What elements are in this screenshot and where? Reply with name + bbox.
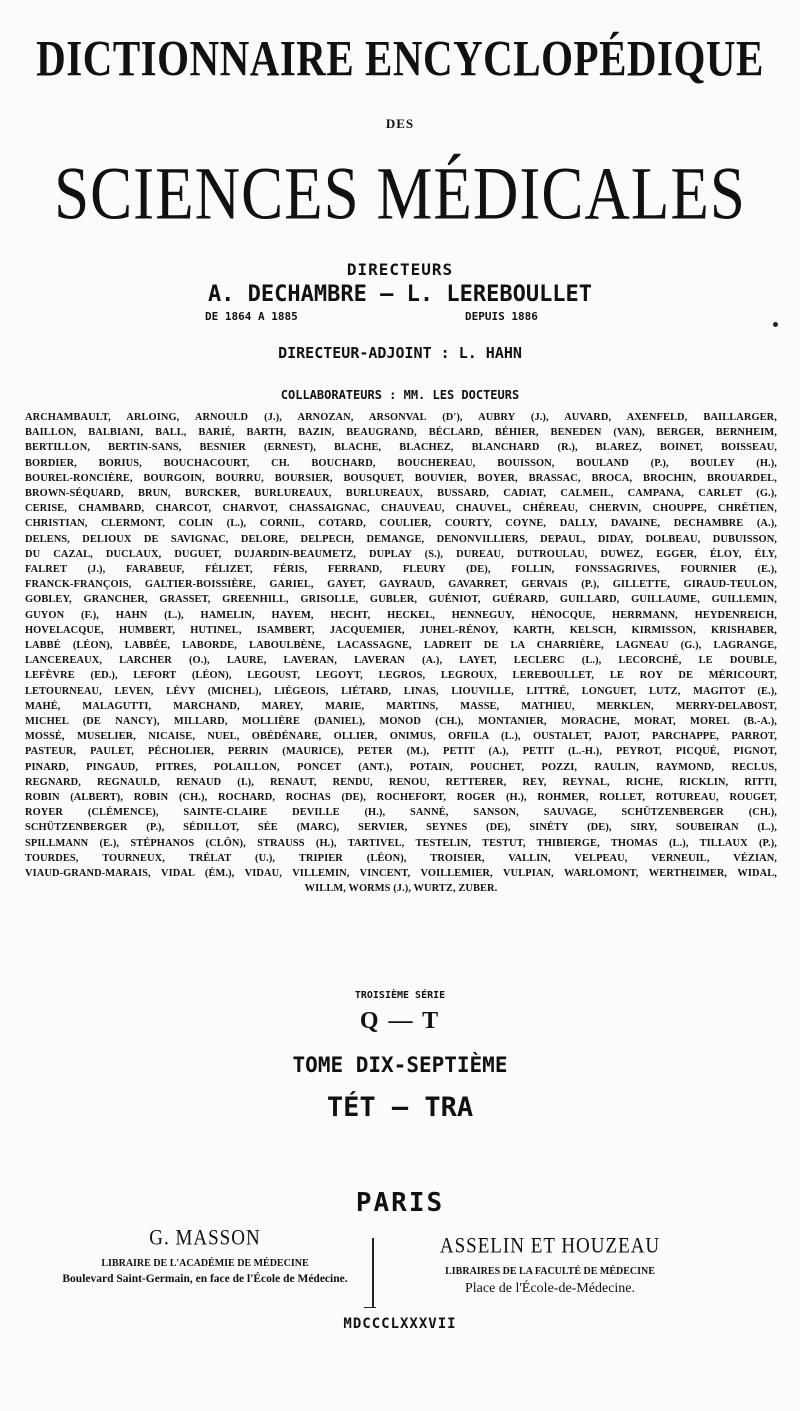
collaborator-line: BERTILLON, BERTIN-SANS, BESNIER (ERNEST), BLACHE, BLACHEZ, BLANCHARD (R.), BLAREZ, BOINET, BOISSEAU, <box>25 442 777 454</box>
collaborator-line: MOSSÉ, MUSELIER, NICAISE, NUEL, OBÉDÉNARE, OLLIER, ONIMUS, ORFILA (L.), OUSTALET, PAJOT, PARCHAPPE, PARROT, <box>25 731 777 743</box>
collaborator-line: SPILLMANN (E.), STÉPHANOS (CLÔN), STRAUSS (H.), TARTIVEL, TESTELIN, TESTUT, THIBIERGE, THOMAS (L.), TILLAUX (P.), <box>25 837 777 849</box>
collaborator-line: FRANCK-FRANÇOIS, GALTIER-BOISSIÈRE, GARIEL, GAYET, GAYRAUD, GAVARRET, GERVAIS (P.), GILLETTE, GIRAUD-TEULON, <box>25 579 777 591</box>
director-date-right: DEPUIS 1886 <box>465 310 538 323</box>
collaborator-line: BAILLON, BALBIANI, BALL, BARIÉ, BARTH, BAZIN, BEAUGRAND, BÉCLARD, BÉHIER, BENEDEN (VAN), BERGER, BERNHEIM, <box>25 427 777 439</box>
publisher-left-title: LIBRAIRE DE L'ACADÉMIE DE MÉDECINE <box>101 1258 309 1269</box>
collaborator-line: GOBLEY, GRANCHER, GRASSET, GREENHILL, GRISOLLE, GUBLER, GUÉNIOT, GUÉRARD, GUILLARD, GUILLAUME, GUILLEMIN, <box>25 594 777 606</box>
publisher-left <box>55 1228 355 1285</box>
collaborator-line: ARCHAMBAULT, ARLOING, ARNOULD (J.), ARNOZAN, ARSONVAL (D'), AUBRY (J.), AUVARD, AXENFELD, BAILLARGER, <box>25 412 777 423</box>
publisher-right-title: LIBRAIRES DE LA FACULTÉ DE MÉDECINE <box>445 1266 655 1277</box>
collaborator-line: REGNARD, REGNAULD, RENAUD (I.), RENAUT, RENDU, RENOU, RETTERER, REY, REYNAL, RICHE, RICKLIN, RITTI, <box>25 776 777 788</box>
volume-label: TOME DIX-SEPTIÈME <box>292 1053 508 1077</box>
title-connector: DES <box>385 116 415 131</box>
imprint-city: PARIS <box>355 1188 445 1218</box>
publisher-left-address: Boulevard Saint-Germain, en face de l'École de Médecine. <box>62 1273 348 1285</box>
collaborator-line: ROBIN (ALBERT), ROBIN (CH.), ROCHARD, ROCHAS (DE), ROCHEFORT, ROGER (H.), ROHMER, ROLLET, ROTUREAU, ROUGET, <box>25 792 777 804</box>
deputy-director: DIRECTEUR-ADJOINT : L. HAHN <box>278 344 522 362</box>
collaborator-line: MICHEL (DE NANCY), MILLARD, MOLLIÈRE (DANIEL), MONOD (CH.), MONTANIER, MORACHE, MORAT, MOREL (B.-A.), <box>25 716 777 728</box>
volume-range: TÉT — TRA <box>326 1092 474 1123</box>
dictionary-title: DICTIONNAIRE ENCYCLOPÉDIQUE <box>36 29 764 87</box>
publisher-right <box>400 1236 700 1297</box>
collaborator-line: ROYER (CLÉMENCE), SAINTE-CLAIRE DEVILLE (H.), SANNÉ, SANSON, SAUVAGE, SCHÜTZENBERGER (CH.), <box>25 807 777 819</box>
collaborators-list <box>25 410 777 897</box>
publication-year: MDCCCLXXXVII <box>343 1316 457 1332</box>
collaborator-line: MAHÉ, MALAGUTTI, MARCHAND, MAREY, MARIE, MARTINS, MASSE, MATHIEU, MERKLEN, MERRY-DELABOST, <box>25 700 777 712</box>
collaborator-line: LEFÈVRE (ED.), LEFORT (LÉON), LEGOUST, LEGOYT, LEGROS, LEGROUX, LEREBOULLET, LE ROY DE MÉRICOURT, <box>25 670 777 682</box>
collaborator-line: BORDIER, BORIUS, BOUCHACOURT, CH. BOUCHARD, BOUCHEREAU, BOUISSON, BOULAND (P.), BOULEY (H.), <box>25 457 777 469</box>
publisher-left-name: G. MASSON <box>149 1226 261 1251</box>
publisher-divider <box>372 1238 374 1308</box>
collaborator-line: BROWN-SÉQUARD, BRUN, BURCKER, BURLUREAUX, BURLUREAUX, BUSSARD, CADIAT, CALMEIL, CAMPANA, CARLET (G.), <box>25 488 777 500</box>
directors-names: A. DECHAMBRE — L. LEREBOULLET <box>207 282 593 307</box>
collaborators-label: COLLABORATEURS : MM. LES DOCTEURS <box>280 388 520 402</box>
publisher-divider-foot <box>364 1307 376 1308</box>
collaborator-line: BOUREL-RONCIÈRE, BOURGOIN, BOURRU, BOURSIER, BOUSQUET, BOUVIER, BOYER, BRASSAC, BROCA, BROCHIN, BROUARDEL, <box>25 472 777 484</box>
director-dates <box>0 310 800 328</box>
collaborator-line: TOURDES, TOURNEUX, TRÉLAT (U.), TRIPIER (LÉON), TROISIER, VALLIN, VELPEAU, VERNEUIL, VÉZIAN, <box>25 852 777 864</box>
collaborator-line: FALRET (J.), FARABEUF, FÉLIZET, FÉRIS, FERRAND, FLEURY (DE), FOLLIN, FONSSAGRIVES, FOURNIER (E.), <box>25 564 777 576</box>
print-speck <box>773 322 778 327</box>
directors-label: DIRECTEURS <box>346 260 454 279</box>
collaborator-line: DELENS, DELIOUX DE SAVIGNAC, DELORE, DELPECH, DEMANGE, DENONVILLIERS, DEPAUL, DIDAY, DOLBEAU, DUBUISSON, <box>25 533 777 545</box>
collaborator-line: PASTEUR, PAULET, PÉCHOLIER, PERRIN (MAURICE), PETER (M.), PETIT (A.), PETIT (L.-H.), PEYROT, PICQUÉ, PIGNOT, <box>25 746 777 758</box>
series-label: TROISIÈME SÉRIE <box>354 990 446 1001</box>
collaborator-line: HOVELACQUE, HUMBERT, HUTINEL, ISAMBERT, JACQUEMIER, JUHEL-RÉNOY, KARTH, KELSCH, KIRMISSON, KRISHABER, <box>25 624 777 636</box>
publisher-right-address: Place de l'École-de-Médecine. <box>464 1281 636 1296</box>
collaborator-line: CHRISTIAN, CLERMONT, COLIN (L.), CORNIL, COTARD, COULIER, COURTY, COYNE, DALLY, DAVAINE, DECHAMBRE (A.), <box>25 518 777 530</box>
collaborator-line: WILLM, WORMS (J.), WURTZ, ZUBER. <box>304 883 498 895</box>
collaborator-line: LETOURNEAU, LEVEN, LÉVY (MICHEL), LIÉGEOIS, LIÉTARD, LINAS, LIOUVILLE, LITTRÉ, LONGUET, LUTZ, MAGITOT (E.), <box>25 685 777 697</box>
collaborator-line: LABBÉ (LÉON), LABBÉE, LABORDE, LABOULBÈNE, LACASSAGNE, LADREIT DE LA CHARRIÈRE, LAGNEAU (G.), LAGRANGE, <box>25 640 777 652</box>
collaborator-line: PINARD, PINGAUD, PITRES, POLAILLON, PONCET (ANT.), POTAIN, POUCHET, POZZI, RAULIN, RAYMOND, RECLUS, <box>25 761 777 773</box>
main-title: SCIENCES MÉDICALES <box>54 151 746 236</box>
collaborator-line: VIAUD-GRAND-MARAIS, VIDAL (ÉM.), VIDAU, VILLEMIN, VINCENT, VOILLEMIER, VULPIAN, WARLOMONT, WERTHEIMER, WIDAL, <box>25 868 777 880</box>
collaborator-line: CERISE, CHAMBARD, CHARCOT, CHARVOT, CHASSAIGNAC, CHAUVEAU, CHAUVEL, CHÉREAU, CHERVIN, CHOUPPE, CHRÉTIEN, <box>25 503 777 515</box>
collaborator-line: LANCEREAUX, LARCHER (O.), LAURE, LAVERAN, LAVERAN (A.), LAYET, LECLERC (L.), LECORCHÉ, LE DOUBLE, <box>25 655 777 667</box>
collaborator-line: GUYON (F.), HAHN (L.), HAMELIN, HAYEM, HECHT, HECKEL, HENNEGUY, HÉNOCQUE, HERRMANN, HEYDENREICH, <box>25 609 777 621</box>
director-date-left: DE 1864 A 1885 <box>205 310 298 323</box>
collaborator-line: DU CAZAL, DUCLAUX, DUGUET, DUJARDIN-BEAUMETZ, DUPLAY (S.), DUREAU, DUTROULAU, DUWEZ, EGGER, ÉLOY, ÉLY, <box>25 548 777 560</box>
publisher-right-name: ASSELIN ET HOUZEAU <box>439 1234 661 1259</box>
series-range: Q — T <box>359 1008 441 1034</box>
collaborator-line: SCHÜTZENBERGER (P.), SÉDILLOT, SÉE (MARC), SERVIER, SEYNES (DE), SINÉTY (DE), SIRY, SOUBEIRAN (L.), <box>25 822 777 834</box>
